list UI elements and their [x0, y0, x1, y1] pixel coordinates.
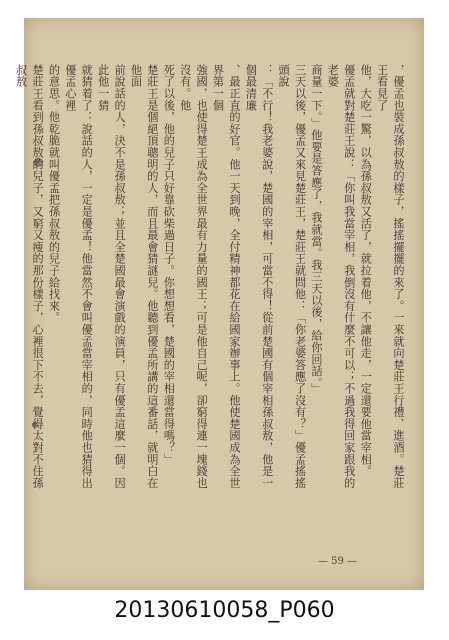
text-column: 楚莊王看到孫叔敖的兒子，又窮又瘦的那份樣子，心裡很下不去，覺得太對不住孫叔敖 [14, 64, 45, 489]
text-column: 死了以後，他的兒子只好靠砍柴過日子。你想想看，楚國的宰相還當得嗎？」 [162, 64, 176, 466]
text-column: ，優孟也裝成孫叔敖的樣子，搖搖擺擺的來了。一來就向楚莊王行禮、進酒。楚莊王看見了 [375, 64, 405, 489]
text-column: 就猜着了：說話的人，一定是優孟！他當然不會叫優孟當宰相的，同時他也猜得出優孟心裡 [63, 64, 94, 489]
text-column: 強國，也使得楚王成為全世界最有力量的國王；可是他自己呢，卻窮得連一塊錢也沒有。他 [178, 64, 209, 489]
body-text [14, 64, 406, 494]
text-column: ：「不行！我老婆說，楚國的宰相，可當不得！從前楚國有個宰相孫叔敖，他是一個最清廉 [244, 64, 274, 489]
text-column: 前說話的人，決不是孫叔敖；並且全楚國最會演戲的演員，只有優孟這麼一個。因此他一猜 [96, 64, 127, 489]
text-column: 的意思。他乾脆就叫優孟把孫叔敖的兒子給找來。 [47, 64, 61, 324]
text-column: 優孟就對楚莊王說：「你叫我當宰相，我倒沒有什麼不可以；不過我得回家跟我的老婆 [326, 64, 356, 489]
text-column: 、最正直的好官。他一天到晚，全付精神都花在給國家辦事上。他使楚國成為全世界第一個 [211, 64, 241, 489]
text-column: 商量一下。」他要是答應了，我就當。我三天以後，給你回話。」 [309, 64, 323, 395]
text-column: 三天以後，優孟又來見楚莊王，楚莊王就問他：「你老婆答應了沒有？」優孟搖搖頭說 [277, 64, 307, 489]
page-number: — 59 — [318, 556, 358, 567]
document-page [14, 18, 424, 590]
image-caption: 20130610058_P060 [114, 598, 335, 623]
text-column: 他，大吃一驚，以為孫叔敖又活了，就拉着他，不讓他走，一定還要他當宰相。 [359, 64, 373, 477]
text-column: 楚莊王是個絕頂聰明的人，而且最會猜謎兒。他聽到優孟所講的這番話，就明白在他面 [129, 64, 159, 489]
